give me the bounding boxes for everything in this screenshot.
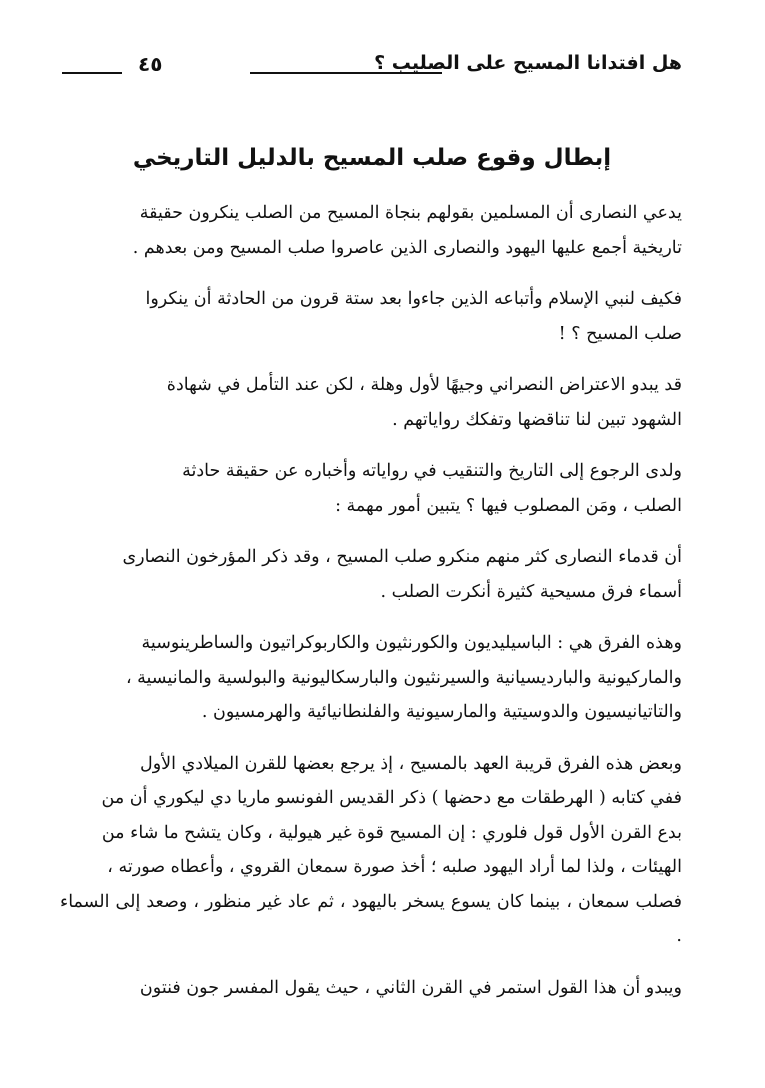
text-line: الصلب ، ومَن المصلوب فيها ؟ يتبين أمور مهمة : bbox=[335, 495, 682, 516]
paragraph bbox=[60, 747, 682, 954]
text-line: فكيف لنبي الإسلام وأتباعه الذين جاءوا بعد ستة قرون من الحادثة أن ينكروا bbox=[145, 289, 682, 309]
text-line: والتاتيانيسيون والدوسيتية والمارسيونية والفلنطانيائية والهرمسيون . bbox=[201, 702, 682, 722]
text-line: الهيئات ، ولذا لما أراد اليهود صلبه ؛ أخذ صورة سمعان القروي ، وأعطاه صورته ، bbox=[107, 857, 682, 877]
text-line: والماركيونية والبارديسيانية والسيرنثيون والبارسكاليونية والبولسية والمانيسية ، bbox=[125, 667, 682, 688]
running-header-title: هل افتدانا المسيح على الصليب ؟ bbox=[374, 52, 682, 74]
paragraph bbox=[60, 540, 682, 609]
text-line: ولدى الرجوع إلى التاريخ والتنقيب في رواياته وأخباره عن حقيقة حادثة bbox=[182, 461, 682, 481]
text-line: بدع القرن الأول قول فلوري : إن المسيح قوة غير هيولية ، وكان يتشح ما شاء من bbox=[101, 822, 682, 843]
text-line: قد يبدو الاعتراض النصراني وجيهًا لأول وهلة ، لكن عند التأمل في شهادة bbox=[166, 375, 682, 395]
text-line: تاريخية أجمع عليها اليهود والنصارى الذين عاصروا صلب المسيح ومن بعدهم . bbox=[132, 237, 682, 258]
text-line: أن قدماء النصارى كثر منهم منكرو صلب المسيح ، وقد ذكر المؤرخون النصارى bbox=[122, 547, 682, 567]
text-line: أسماء فرق مسيحية كثيرة أنكرت الصلب . bbox=[380, 581, 682, 602]
text-line: يدعي النصارى أن المسلمين بقولهم بنجاة المسيح من الصلب ينكرون حقيقة bbox=[139, 203, 682, 223]
header-rule bbox=[250, 72, 442, 74]
text-line: فصلب سمعان ، بينما كان يسوع يسخر باليهود ، ثم عاد غير منظور ، وصعد إلى السماء . bbox=[60, 891, 682, 946]
text-line: وهذه الفرق هي : الباسيليديون والكورنثيون والكاربوكراتيون والساطرينوسية bbox=[141, 633, 682, 653]
header-rule bbox=[62, 72, 122, 74]
text-line: صلب المسيح ؟ ! bbox=[558, 323, 682, 344]
paragraph bbox=[60, 454, 682, 523]
running-header bbox=[62, 52, 682, 84]
paragraph bbox=[60, 368, 682, 437]
paragraph bbox=[60, 626, 682, 730]
text-line: ويبدو أن هذا القول استمر في القرن الثاني ، حيث يقول المفسر جون فنتون bbox=[139, 977, 682, 998]
paragraph bbox=[60, 196, 682, 265]
text-line: الشهود تبين لنا تناقضها وتفكك رواياتهم . bbox=[392, 409, 682, 430]
paragraph bbox=[60, 282, 682, 351]
body-text bbox=[60, 196, 682, 1022]
section-title: إبطال وقوع صلب المسيح بالدليل التاريخي bbox=[132, 145, 612, 171]
paragraph bbox=[60, 971, 682, 1006]
page-number: ٤٥ bbox=[138, 52, 163, 76]
text-line: وبعض هذه الفرق قريبة العهد بالمسيح ، إذ يرجع بعضها للقرن الميلادي الأول bbox=[140, 753, 682, 774]
text-line: ففي كتابه ( الهرطقات مع دحضها ) ذكر القديس الفونسو ماريا دي ليكوري أن من bbox=[101, 788, 682, 808]
